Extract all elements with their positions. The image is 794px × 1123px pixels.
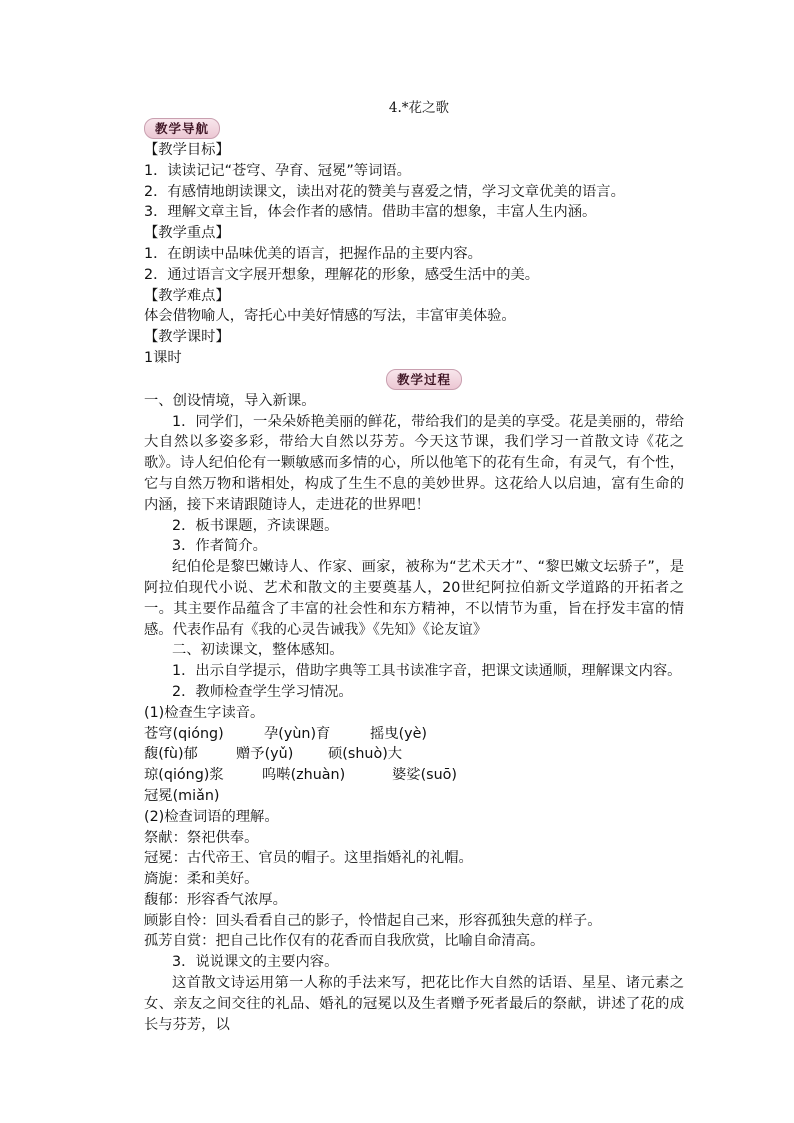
vocab-check-heading: (2)检查词语的理解。: [144, 808, 279, 825]
goals-heading: 【教学目标】: [144, 142, 230, 158]
section-one-paragraph: 1．同学们，一朵朵娇艳美丽的鲜花，带给我们的是美的享受。花是美丽的，带给大自然以多姿多彩，带给大自然以芬芳。今天这节课，我们学习一首散文诗《花之歌》。诗人纪伯伦有一颗敏感而多情的心，所以他笔下的花有生命，有灵气，有个性，它与自然万物和谐相处，构成了生生不息的美妙世界。这花给人以启迪，富有生命的内涵，接下来请跟随诗人，走进花的世界吧！: [144, 413, 684, 513]
process-badge-row: [144, 369, 684, 391]
goal-item: 3．理解文章主旨，体会作者的感情。借助丰富的想象，丰富人生内涵。: [144, 204, 597, 221]
pinyin-word: 婆娑(suō): [392, 767, 458, 784]
vocab-item: 旖旎：柔和美好。: [144, 871, 259, 888]
section-two-item: 1．出示自学提示，借助字典等工具书读准字音，把课文读通顺，理解课文内容。: [172, 663, 682, 680]
pinyin-row: [144, 744, 684, 765]
hours-text: 1课时: [144, 349, 182, 366]
pinyin-row: [144, 724, 684, 745]
pinyin-word: 馥(fù)郁: [144, 746, 198, 763]
difficulty-heading: 【教学难点】: [144, 287, 230, 304]
pinyin-word: 孕(yùn)育: [264, 725, 331, 742]
section-two-item: 3．说说课文的主要内容。: [172, 954, 339, 971]
author-intro-paragraph: 纪伯伦是黎巴嫩诗人、作家、画家，被称为“艺术天才”、“黎巴嫩文坛骄子”，是阿拉伯现代小说、艺术和散文的主要奠基人，20世纪阿拉伯新文学道路的开拓者之一。其主要作品蕴含了丰富的社会性和东方精神，不以情节为重，旨在抒发丰富的情感。代表作品有《我的心灵告诫我》《先知》《论友谊》: [144, 559, 684, 638]
goal-item: 2．有感情地朗读课文，读出对花的赞美与喜爱之情，学习文章优美的语言。: [144, 183, 625, 200]
pinyin-word: 摇曳(yè): [370, 725, 428, 742]
teaching-process-badge: 教学过程: [386, 369, 462, 390]
pinyin-word: 硕(shuò)大: [328, 746, 403, 763]
pinyin-row: [144, 786, 684, 807]
document-body: [144, 98, 684, 1035]
key-point-item: 1．在朗读中品味优美的语言，把握作品的主要内容。: [144, 245, 482, 262]
vocab-item: 祭献：祭祀供奉。: [144, 829, 259, 846]
vocab-item: 顾影自怜：回头看看自己的影子，怜惜起自己来，形容孤独失意的样子。: [144, 912, 602, 929]
lesson-title: 4.*花之歌: [388, 100, 450, 116]
goal-item: 1．读读记记“苍穹、孕育、冠冕”等词语。: [144, 162, 411, 179]
section-two-heading: 二、初读课文，整体感知。: [172, 642, 344, 659]
pronunciation-check-heading: (1)检查生字读音。: [144, 704, 265, 721]
pinyin-word: 呜啭(zhuàn): [262, 767, 346, 784]
key-point-item: 2．通过语言文字展开想象，理解花的形象，感受生活中的美。: [144, 266, 540, 283]
vocab-item: 馥郁：形容香气浓厚。: [144, 891, 287, 908]
main-content-paragraph: 这首散文诗运用第一人称的手法来写，把花比作大自然的话语、星星、诸元素之女、亲友之间交往的礼品、婚礼的冠冕以及生者赠予死者最后的祭献，讲述了花的成长与芬芳，以: [144, 975, 684, 1033]
nav-badge-row: [144, 118, 684, 140]
pinyin-row: [144, 765, 684, 786]
key-points-heading: 【教学重点】: [144, 225, 230, 242]
teaching-nav-badge: 教学导航: [144, 118, 220, 139]
vocab-item: 孤芳自赏：把自己比作仅有的花香而自我欣赏，比喻自命清高。: [144, 933, 545, 950]
difficulty-text: 体会借物喻人，寄托心中美好情感的写法，丰富审美体验。: [144, 308, 516, 325]
pinyin-word: 苍穹(qióng): [144, 725, 224, 742]
vocab-item: 冠冕：古代帝王、官员的帽子。这里指婚礼的礼帽。: [144, 850, 473, 867]
section-one-item: 3．作者简介。: [172, 538, 267, 555]
hours-heading: 【教学课时】: [144, 329, 230, 346]
pinyin-word: 赠予(yǔ): [236, 746, 294, 763]
pinyin-word: 冠冕(miǎn): [144, 787, 220, 804]
section-one-heading: 一、创设情境，导入新课。: [144, 392, 316, 409]
section-two-item: 2．教师检查学生学习情况。: [172, 683, 353, 700]
section-one-item: 2．板书课题，齐读课题。: [172, 517, 339, 534]
pinyin-word: 琼(qióng)浆: [144, 767, 224, 784]
